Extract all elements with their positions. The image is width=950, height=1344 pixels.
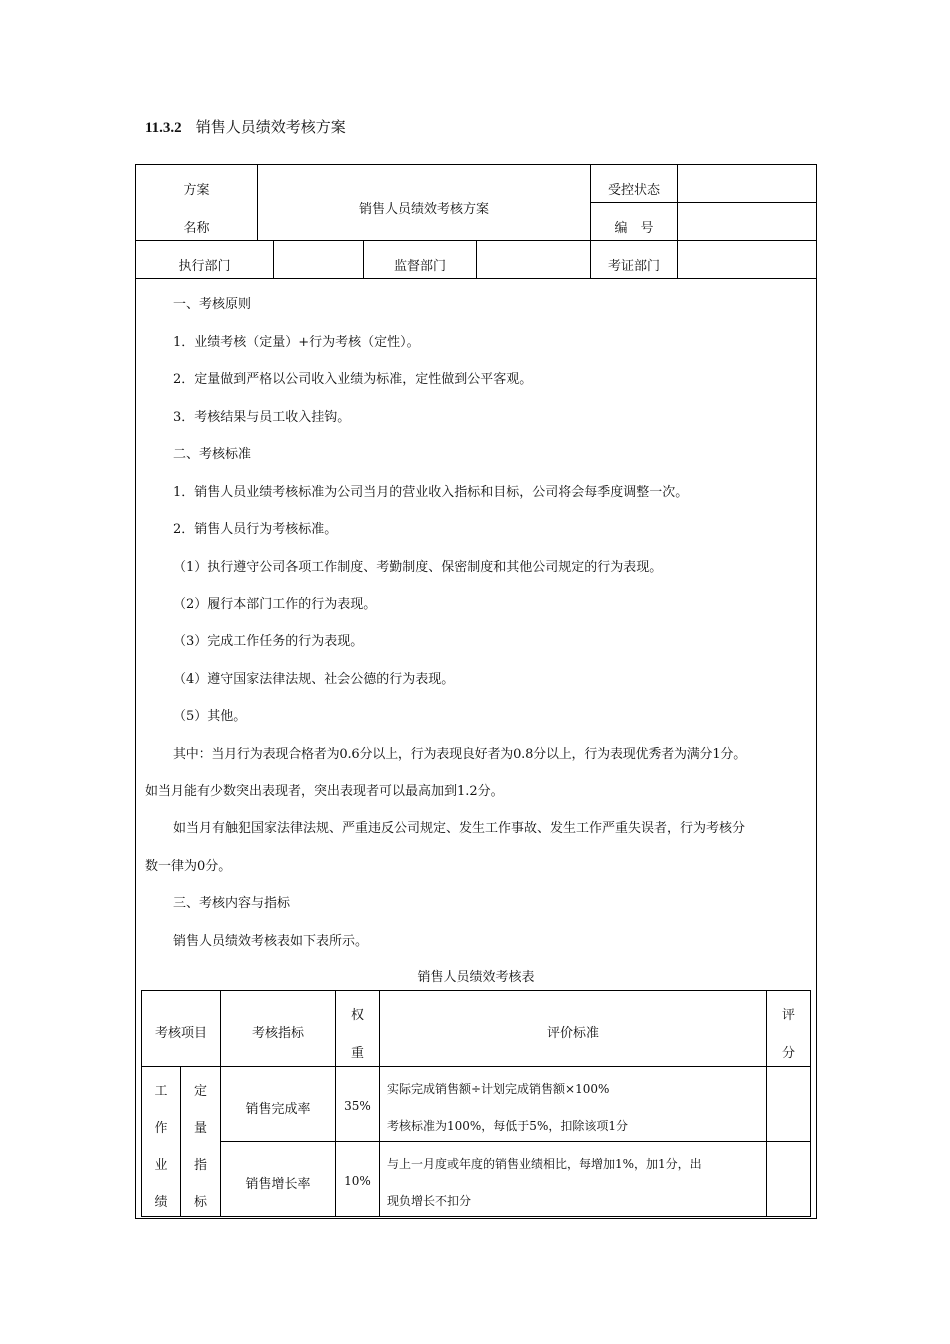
plan-label-2: 名称 xyxy=(183,221,210,236)
subgroup-char-4: 标 xyxy=(193,1195,207,1210)
row-weight: 35% xyxy=(344,1099,371,1113)
plan-label-1: 方案 xyxy=(183,183,210,198)
behavior-2: （2）履行本部门工作的行为表现。 xyxy=(173,597,377,612)
supervise-dept-field[interactable] xyxy=(477,242,590,277)
col-header-score-1: 评 xyxy=(781,1008,795,1023)
behavior-5: （5）其他。 xyxy=(173,709,247,724)
score-note-line-1: 其中：当月行为表现合格者为0.6分以上，行为表现良好者为0.8分以上，行为表现优秀者为满分1分。 xyxy=(173,747,747,762)
col-header-indicator: 考核指标 xyxy=(251,1026,304,1041)
principle-2: 2．定量做到严格以公司收入业绩为标准，定性做到公平客观。 xyxy=(173,372,533,387)
subgroup-char-3: 指 xyxy=(193,1158,207,1173)
col-header-weight-1: 权 xyxy=(350,1008,364,1023)
row-indicator: 销售完成率 xyxy=(245,1102,311,1117)
control-status-field[interactable] xyxy=(678,166,816,201)
section-standards: 二、考核标准 xyxy=(173,447,252,462)
score-note-line-2: 如当月能有少数突出表现者，突出表现者可以最高加到1.2分。 xyxy=(145,784,504,799)
plan-name: 销售人员绩效考核方案 xyxy=(358,202,489,217)
col-header-weight-2: 重 xyxy=(350,1046,364,1061)
standard-1: 1．销售人员业绩考核标准为公司当月的营业收入指标和目标，公司将会每季度调整一次。 xyxy=(173,485,689,500)
section-principles: 一、考核原则 xyxy=(173,297,252,312)
penalty-note-line-1: 如当月有触犯国家法律法规、严重违反公司规定、发生工作事故、发生工作严重失误者，行为考核分 xyxy=(173,821,746,836)
number-label: 编 号 xyxy=(614,221,654,236)
group-char-3: 业 xyxy=(154,1158,168,1173)
row-criteria-line-2: 考核标准为100%，每低于5%，扣除该项1分 xyxy=(387,1119,628,1133)
group-char-2: 作 xyxy=(154,1121,168,1136)
behavior-1: （1）执行遵守公司各项工作制度、考勤制度、保密制度和其他公司规定的行为表现。 xyxy=(173,560,663,575)
exec-dept-field[interactable] xyxy=(274,242,363,277)
table-intro: 销售人员绩效考核表如下表所示。 xyxy=(173,934,369,949)
standard-2: 2．销售人员行为考核标准。 xyxy=(173,522,338,537)
row-criteria-line-2: 现负增长不扣分 xyxy=(387,1194,472,1208)
principle-1: 1．业绩考核（定量）+行为考核（定性）。 xyxy=(173,335,420,350)
section-title: 销售人员绩效考核方案 xyxy=(195,118,346,136)
behavior-3: （3）完成工作任务的行为表现。 xyxy=(173,634,364,649)
subgroup-char-2: 量 xyxy=(193,1121,207,1136)
verify-dept-label: 考证部门 xyxy=(607,259,660,274)
control-status-label: 受控状态 xyxy=(607,183,660,198)
row-weight: 10% xyxy=(344,1174,371,1188)
group-char-4: 绩 xyxy=(154,1195,168,1210)
row-criteria-line-1: 与上一月度或年度的销售业绩相比，每增加1%，加1分，出 xyxy=(387,1157,702,1171)
row-score-field[interactable] xyxy=(767,1143,810,1215)
inner-table-caption: 销售人员绩效考核表 xyxy=(417,970,535,985)
supervise-dept-label: 监督部门 xyxy=(393,259,446,274)
behavior-4: （4）遵守国家法律法规、社会公德的行为表现。 xyxy=(173,672,455,687)
section-heading xyxy=(145,116,346,137)
col-header-item: 考核项目 xyxy=(154,1026,207,1041)
section-content: 三、考核内容与指标 xyxy=(173,896,291,911)
col-header-score-2: 分 xyxy=(781,1046,795,1061)
group-char-1: 工 xyxy=(154,1084,168,1099)
penalty-note-line-2: 数一律为0分。 xyxy=(145,859,232,874)
row-score-field[interactable] xyxy=(767,1068,810,1140)
row-indicator: 销售增长率 xyxy=(245,1177,311,1192)
exec-dept-label: 执行部门 xyxy=(178,259,231,274)
row-criteria-line-1: 实际完成销售额÷计划完成销售额×100% xyxy=(387,1082,610,1096)
number-field[interactable] xyxy=(678,204,816,239)
principle-3: 3．考核结果与员工收入挂钩。 xyxy=(173,410,351,425)
subgroup-char-1: 定 xyxy=(193,1084,207,1099)
section-number: 11.3.2 xyxy=(145,120,182,136)
col-header-criteria: 评价标准 xyxy=(546,1026,599,1041)
verify-dept-field[interactable] xyxy=(678,242,816,277)
